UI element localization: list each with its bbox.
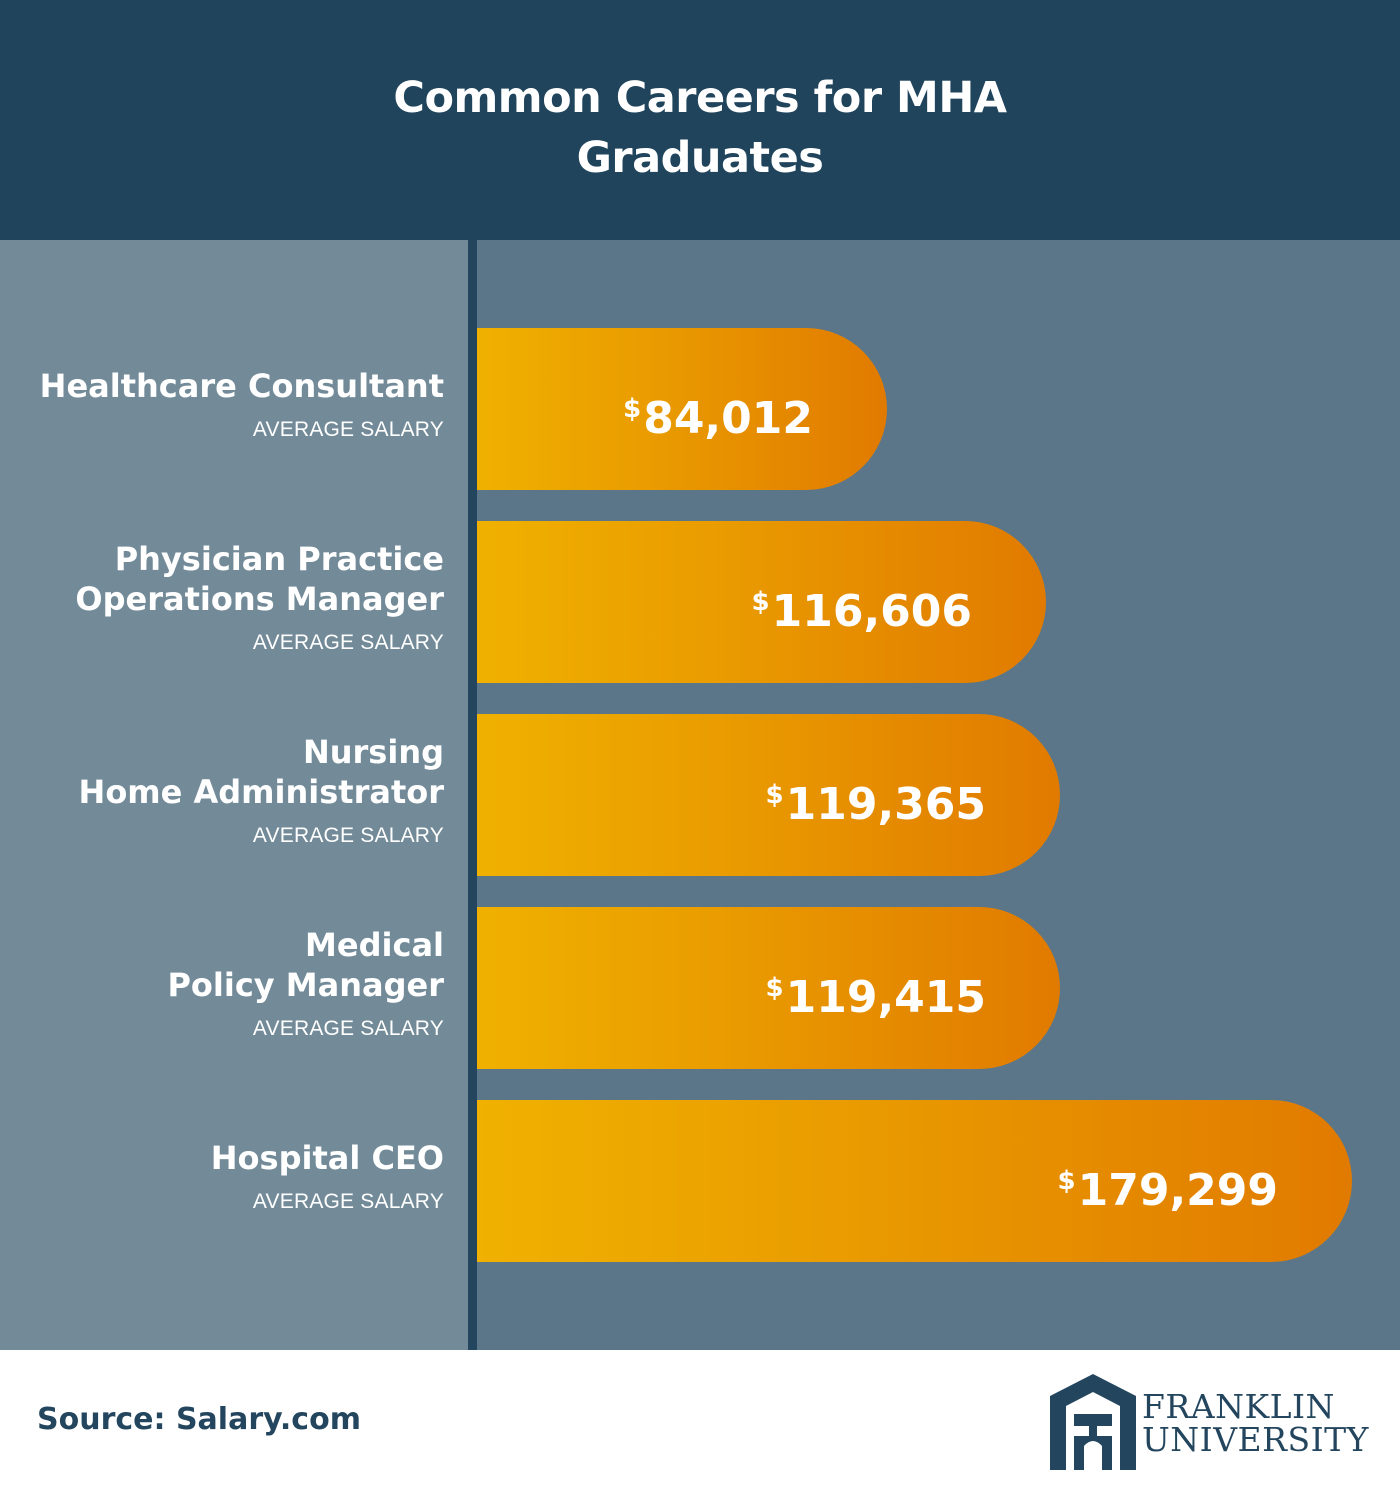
university-wordmark: [1142, 1387, 1369, 1459]
bar-value-label: [766, 907, 987, 1069]
header-banner: [0, 0, 1400, 240]
wordmark-line-2: UNIVERSITY: [1142, 1420, 1369, 1459]
career-name: Medical Policy Manager: [167, 926, 444, 1004]
chart-area: [0, 240, 1400, 1350]
salary-bar: [477, 1100, 1352, 1262]
category-label: [0, 732, 444, 848]
category-label: [0, 925, 444, 1041]
currency-symbol: $: [1057, 1166, 1076, 1196]
career-name: Nursing Home Administrator: [78, 733, 444, 811]
salary-bar: [477, 907, 1060, 1069]
currency-symbol: $: [765, 780, 784, 810]
salary-amount: 119,415: [785, 972, 986, 1023]
career-name: Physician Practice Operations Manager: [75, 540, 444, 618]
salary-caption: AVERAGE SALARY: [252, 418, 444, 441]
bar-value-label: [623, 328, 813, 490]
axis-line: [468, 240, 477, 1350]
career-name: Hospital CEO: [210, 1139, 444, 1177]
currency-symbol: $: [623, 394, 642, 424]
source-citation: Source: Salary.com: [37, 1402, 361, 1437]
category-label: [0, 366, 444, 442]
salary-caption: AVERAGE SALARY: [252, 1190, 444, 1213]
currency-symbol: $: [751, 587, 770, 617]
salary-bar: [477, 328, 887, 490]
salary-amount: 84,012: [643, 393, 813, 444]
salary-amount: 179,299: [1077, 1165, 1278, 1216]
salary-bar: [477, 714, 1060, 876]
salary-caption: AVERAGE SALARY: [252, 824, 444, 847]
franklin-arch-logo-icon: [1050, 1374, 1136, 1470]
salary-caption: AVERAGE SALARY: [252, 631, 444, 654]
wordmark-line-1: FRANKLIN: [1142, 1387, 1335, 1426]
salary-amount: 116,606: [771, 586, 972, 637]
bar-value-label: [766, 714, 987, 876]
footer: [0, 1350, 1400, 1490]
salary-bar: [477, 521, 1046, 683]
salary-caption: AVERAGE SALARY: [252, 1017, 444, 1040]
chart-title: Common Careers for MHA Graduates: [393, 73, 1007, 183]
bar-value-label: [1058, 1100, 1279, 1262]
category-label: [0, 1138, 444, 1214]
career-name: Healthcare Consultant: [39, 367, 444, 405]
bar-value-label: [752, 521, 973, 683]
salary-amount: 119,365: [785, 779, 986, 830]
category-label: [0, 539, 444, 655]
currency-symbol: $: [765, 973, 784, 1003]
